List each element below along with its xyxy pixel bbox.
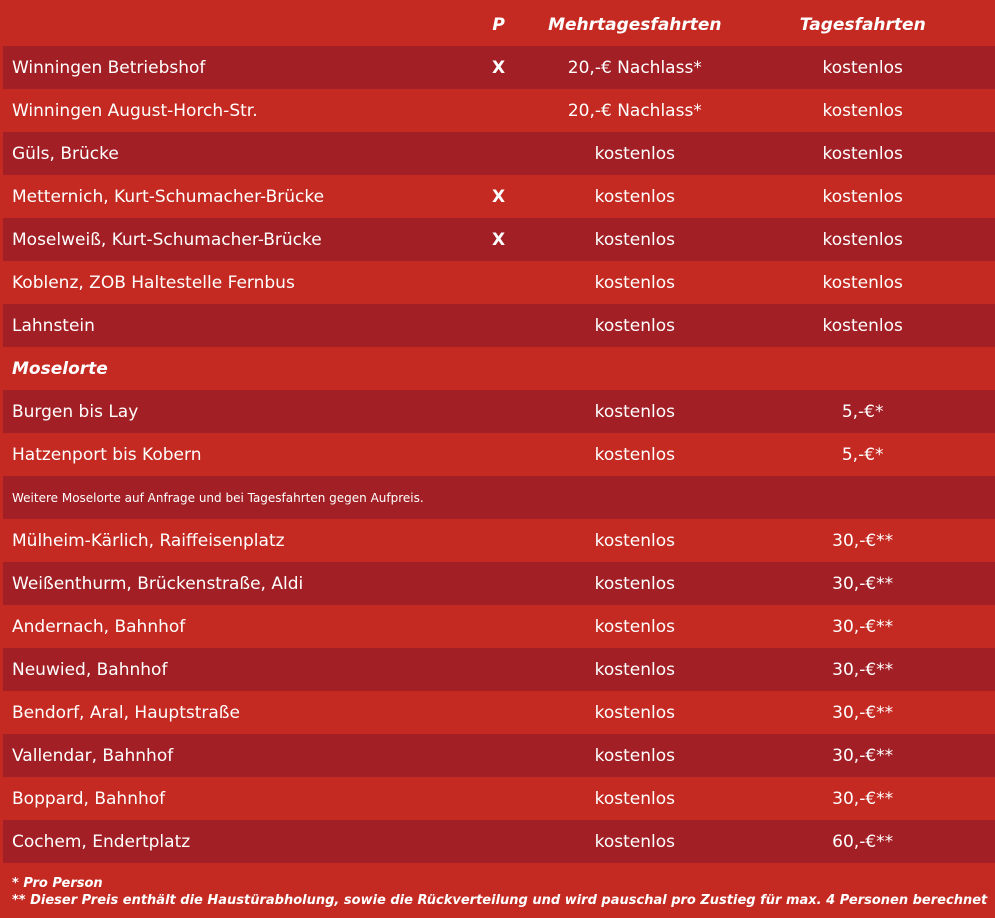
header-day-trips: Tagesfahrten (799, 14, 926, 35)
section-title: Moselorte (12, 358, 108, 379)
table-header-row (0, 3, 995, 46)
table-body (0, 46, 995, 863)
table-row (0, 89, 995, 132)
multi-day-price-cell: kostenlos (594, 186, 676, 207)
day-trip-price-cell: kostenlos (822, 100, 903, 121)
location-cell: Weißenthurm, Brückenstraße, Aldi (12, 573, 304, 594)
footnote-flat-rate: ** Dieser Preis enthält die Haustürabholung, sowie die Rückverteilung und wird pauschal pro Zustieg für max. 4 Personen berechnet (12, 893, 988, 908)
parking-cell: X (492, 229, 506, 250)
location-cell: Winningen Betriebshof (12, 57, 206, 78)
table-row (3, 390, 995, 433)
multi-day-price-cell: kostenlos (594, 831, 675, 852)
location-cell: Andernach, Bahnhof (12, 616, 186, 637)
location-cell: Metternich, Kurt-Schumacher-Brücke (12, 186, 325, 207)
multi-day-price-cell: kostenlos (594, 229, 675, 250)
location-cell: Bendorf, Aral, Hauptstraße (12, 702, 240, 723)
multi-day-price-cell: kostenlos (594, 616, 676, 637)
header-multi-day-trips: Mehrtagesfahrten (548, 14, 722, 35)
day-trip-price-cell: 5,-€* (841, 401, 884, 422)
location-cell: Moselweiß, Kurt-Schumacher-Brücke (12, 229, 322, 250)
day-trip-price-cell: 30,-€** (832, 702, 894, 723)
location-cell: Winningen August-Horch-Str. (12, 100, 258, 121)
table-row (0, 777, 995, 820)
multi-day-price-cell: kostenlos (594, 401, 675, 422)
multi-day-price-cell: 20,-€ Nachlass* (567, 100, 702, 121)
day-trip-price-cell: 30,-€** (832, 745, 894, 766)
day-trip-price-cell: kostenlos (822, 272, 903, 293)
table-row (3, 820, 995, 863)
multi-day-price-cell: 20,-€ Nachlass* (567, 57, 702, 78)
multi-day-price-cell: kostenlos (594, 659, 675, 680)
location-cell: Hatzenport bis Kobern (12, 444, 202, 465)
location-cell: Neuwied, Bahnhof (12, 659, 168, 680)
table-row (0, 605, 995, 648)
table-row (0, 519, 995, 562)
location-cell: Koblenz, ZOB Haltestelle Fernbus (12, 272, 295, 293)
day-trip-price-cell: 30,-€** (832, 573, 894, 594)
pickup-price-table (0, 3, 995, 863)
multi-day-price-cell: kostenlos (594, 573, 675, 594)
day-trip-price-cell: kostenlos (822, 186, 903, 207)
table-row (3, 218, 995, 261)
day-trip-price-cell: kostenlos (822, 57, 903, 78)
day-trip-price-cell: 30,-€** (832, 530, 894, 551)
day-trip-price-cell: kostenlos (822, 315, 903, 336)
location-cell: Cochem, Endertplatz (12, 831, 191, 852)
footnotes (12, 875, 987, 909)
table-row (3, 734, 995, 777)
multi-day-price-cell: kostenlos (594, 444, 676, 465)
multi-day-price-cell: kostenlos (594, 788, 676, 809)
parking-cell: X (492, 57, 506, 78)
parking-cell: X (492, 186, 506, 207)
location-cell: Güls, Brücke (12, 143, 119, 164)
footnote-per-person: * Pro Person (12, 876, 103, 891)
table-row (3, 304, 995, 347)
day-trip-price-cell: 60,-€** (832, 831, 894, 852)
location-cell: Mülheim-Kärlich, Raiffeisenplatz (12, 530, 285, 551)
table-row (0, 691, 995, 734)
multi-day-price-cell: kostenlos (594, 315, 675, 336)
table-row (0, 433, 995, 476)
table-row (3, 562, 995, 605)
table-row (3, 132, 995, 175)
day-trip-price-cell: kostenlos (822, 143, 903, 164)
day-trip-price-cell: 30,-€** (832, 659, 894, 680)
header-parking: P (492, 14, 505, 35)
multi-day-price-cell: kostenlos (594, 745, 675, 766)
multi-day-price-cell: kostenlos (594, 702, 676, 723)
location-cell: Vallendar, Bahnhof (12, 745, 174, 766)
section-row (0, 347, 995, 390)
day-trip-price-cell: 5,-€* (841, 444, 884, 465)
day-trip-price-cell: kostenlos (822, 229, 903, 250)
location-cell: Burgen bis Lay (12, 401, 139, 422)
multi-day-price-cell: kostenlos (594, 530, 676, 551)
location-cell: Lahnstein (12, 315, 95, 336)
table-row (0, 261, 995, 304)
table-row (0, 175, 995, 218)
location-cell: Boppard, Bahnhof (12, 788, 166, 809)
multi-day-price-cell: kostenlos (594, 143, 675, 164)
day-trip-price-cell: 30,-€** (832, 616, 894, 637)
note-row (3, 476, 995, 519)
table-row (3, 648, 995, 691)
note-text: Weitere Moselorte auf Anfrage und bei Tagesfahrten gegen Aufpreis. (12, 490, 424, 505)
multi-day-price-cell: kostenlos (594, 272, 676, 293)
table-row (3, 46, 995, 89)
day-trip-price-cell: 30,-€** (832, 788, 894, 809)
